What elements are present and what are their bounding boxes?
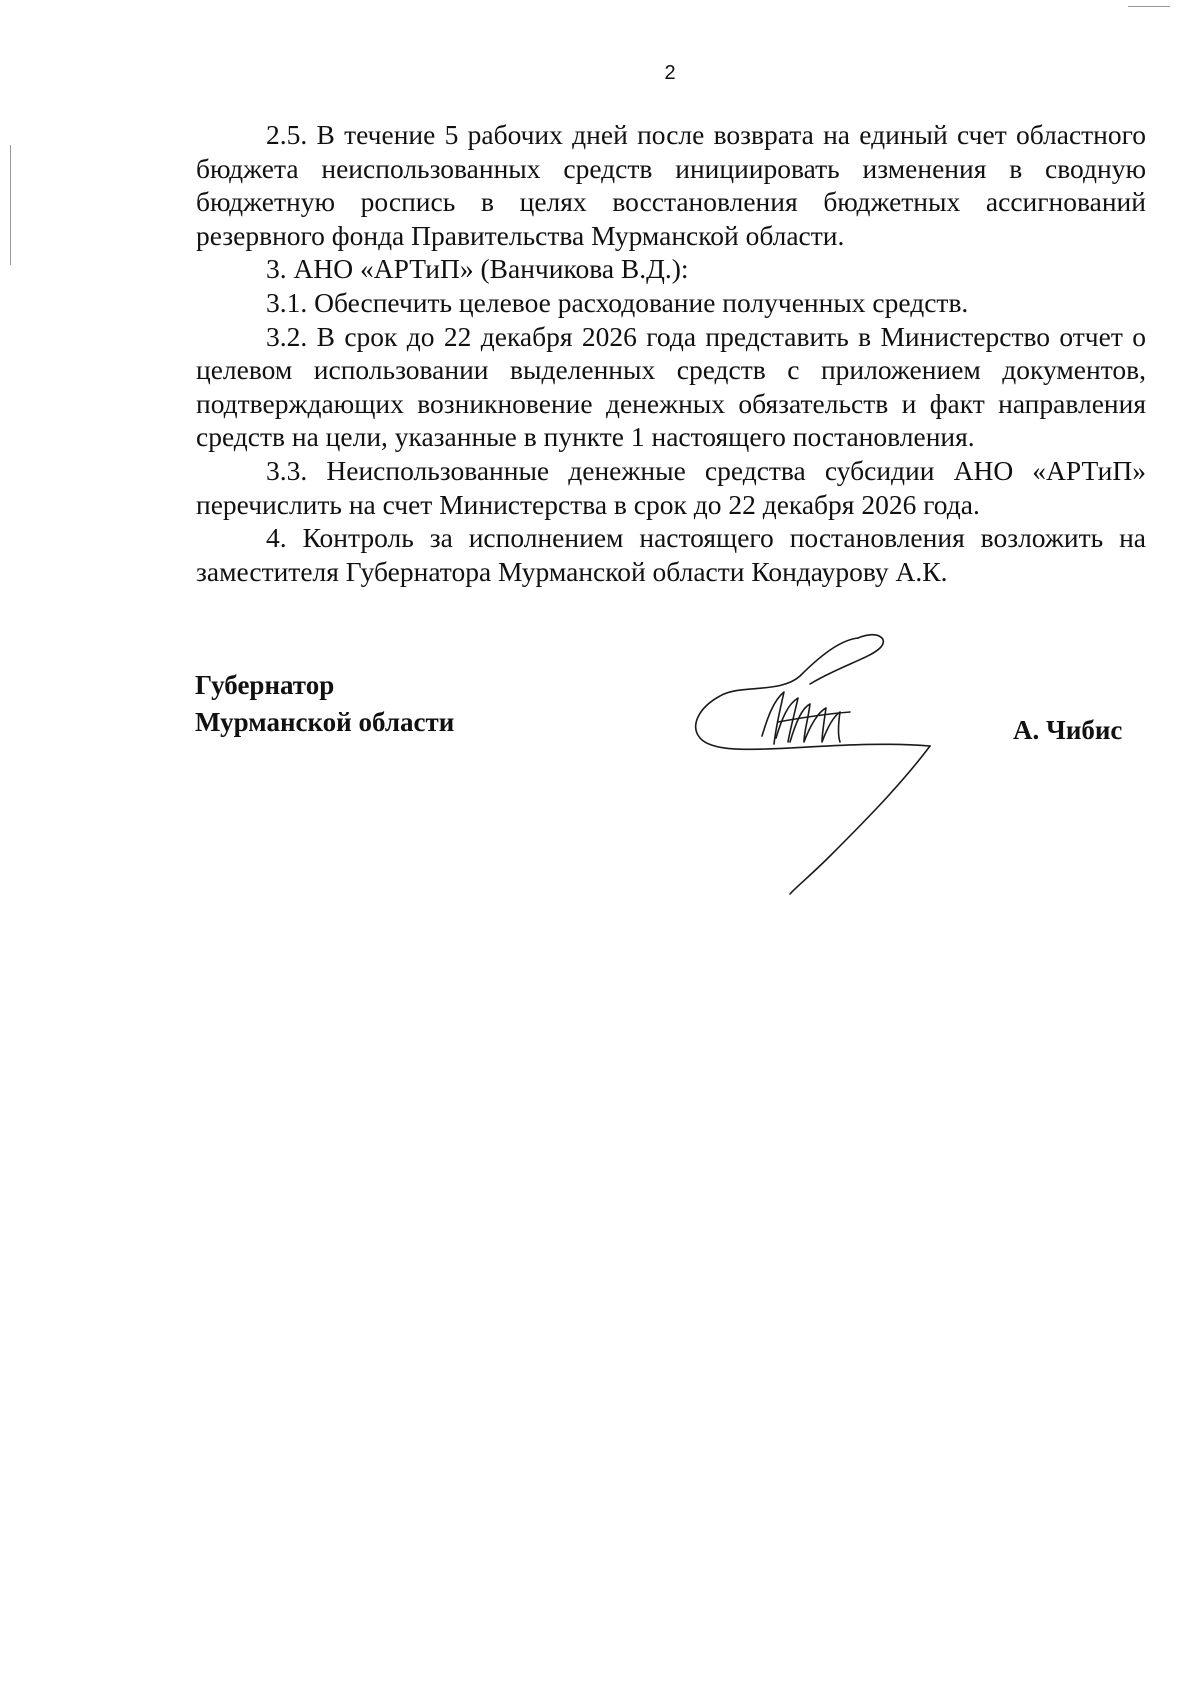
paragraph-2-5: 2.5. В течение 5 рабочих дней после возврата на единый счет областного бюджета неиспользованных средств инициировать изменения в сводную бюджетную роспись в целях восстановления бюджетных ассигнований резервного фонда Правительства Мурманской области. xyxy=(196,119,1146,251)
paragraph-3-3: 3.3. Неиспользованные денежные средства субсидии АНО «АРТиП» перечислить на счет Министерства в срок до 22 декабря 2026 года. xyxy=(196,454,1146,520)
signatory-position-line1: Губернатор xyxy=(195,670,335,700)
document-body xyxy=(196,118,1146,588)
scan-edge-mark xyxy=(10,145,11,265)
paragraph-3: 3. АНО «АРТиП» (Ванчикова В.Д.): xyxy=(266,253,689,285)
page-number: 2 xyxy=(664,62,676,84)
signatory-position xyxy=(195,667,454,741)
signatory-name: А. Чибис xyxy=(1013,715,1123,745)
paragraph-4: 4. Контроль за исполнением настоящего постановления возложить на заместителя Губернатора Мурманской области Кондаурову А.К. xyxy=(196,522,1146,587)
paragraph-3-1: 3.1. Обеспечить целевое расходование полученных средств. xyxy=(266,286,969,318)
scan-edge-mark xyxy=(1128,6,1170,7)
signatory-position-line2: Мурманской области xyxy=(195,707,455,737)
paragraph-3-2: 3.2. В срок до 22 декабря 2026 года представить в Министерство отчет о целевом использовании выделенных средств с приложением документов, подтверждающих возникновение денежных обязательств и факт направления средств на цели, указанные в пункте 1 настоящего постановления. xyxy=(196,320,1146,453)
handwritten-signature xyxy=(690,626,970,896)
